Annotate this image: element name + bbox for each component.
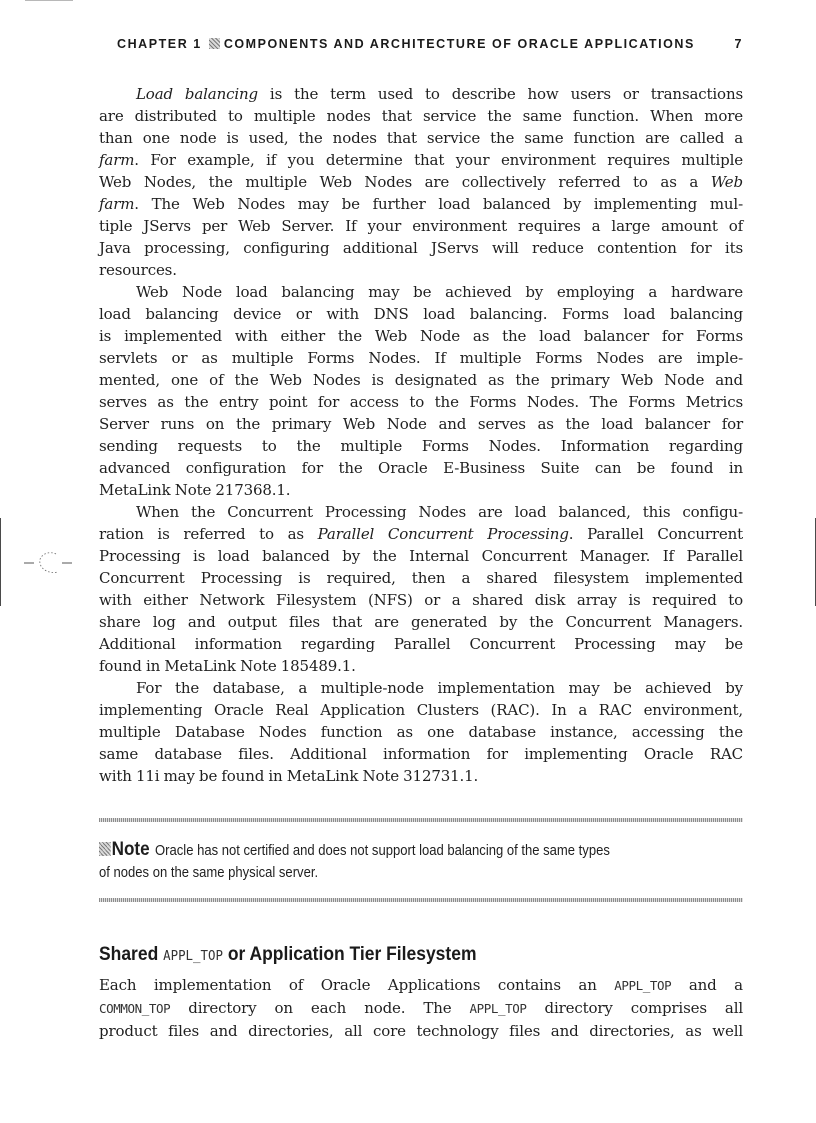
running-head (117, 37, 743, 53)
text-line: with 11i may be found in MetaLink Note 312731.1. (99, 767, 479, 785)
note-text (99, 839, 743, 884)
top-corner-rule (25, 0, 73, 1)
text-line: COMMON_TOP directory on each node. The APPL_TOP directory comprises all (99, 999, 743, 1017)
text-line: Concurrent Processing is required, then a shared filesystem implemented (99, 569, 743, 587)
term-load-balancing: Load balancing (136, 85, 258, 103)
text-line: is implemented with either the Web Node as the load balancer for Forms (99, 327, 743, 345)
body-text (99, 83, 743, 787)
code-appl-top: APPL_TOP (614, 978, 672, 993)
text-line: implementing Oracle Real Application Clusters (RAC). In a RAC environment, (99, 701, 743, 719)
text-line: Web Nodes, the multiple Web Nodes are collectively referred to as a Web (99, 173, 743, 191)
term-farm: farm (99, 151, 135, 169)
text-line: advanced configuration for the Oracle E-Business Suite can be found in (99, 459, 743, 477)
note-top-rule (99, 818, 743, 822)
paragraph (99, 501, 743, 677)
note-label: Note (111, 839, 150, 860)
section-heading: Shared APPL_TOP or Application Tier Filesystem (99, 944, 477, 965)
text-line: with either Network Filesystem (NFS) or a shared disk array is required to (99, 591, 743, 609)
term-web-farm: Web (710, 173, 743, 191)
note-box (99, 818, 743, 902)
note-line-1: Oracle has not certified and does not support load balancing of the same types (155, 843, 610, 859)
text-line: than one node is used, the nodes that service the same function are called a (99, 129, 743, 147)
note-bottom-rule (99, 898, 743, 902)
text-line: product files and directories, all core technology files and directories, as well (99, 1022, 743, 1040)
text-line: are distributed to multiple nodes that service the same function. When more (99, 107, 743, 125)
paragraph (99, 83, 743, 281)
note-icon (99, 842, 111, 856)
text-line: Java processing, configuring additional JServs will reduce contention for its (99, 239, 743, 257)
paragraph (99, 281, 743, 501)
text-line: For the database, a multiple-node implementation may be achieved by (136, 679, 743, 697)
text-line: farm. For example, if you determine that your environment requires multiple (99, 151, 743, 169)
chapter-title: COMPONENTS AND ARCHITECTURE OF ORACLE APPLICATIONS (223, 37, 695, 51)
page-number: 7 (734, 37, 743, 51)
left-margin-rule (0, 518, 1, 606)
text-line: mented, one of the Web Nodes is designated as the primary Web Node and (99, 371, 743, 389)
paragraph (99, 677, 743, 787)
text-line: servlets or as multiple Forms Nodes. If multiple Forms Nodes are imple- (99, 349, 743, 367)
running-head-title (117, 37, 695, 51)
code-appl-top: APPL_TOP (469, 1001, 527, 1016)
text-line: Processing is load balanced by the Internal Concurrent Manager. If Parallel (99, 547, 743, 565)
text-line: Each implementation of Oracle Applications contains an APPL_TOP and a (99, 976, 743, 994)
text-line: When the Concurrent Processing Nodes are load balanced, this configu- (136, 503, 743, 521)
chapter-label: CHAPTER 1 (117, 37, 202, 51)
text-line: MetaLink Note 217368.1. (99, 481, 291, 499)
text-line: same database files. Additional information for implementing Oracle RAC (99, 745, 743, 763)
text-line: tiple JServs per Web Server. If your environment requires a large amount of (99, 217, 743, 235)
text-line: ration is referred to as Parallel Concurrent Processing. Parallel Concurrent (99, 525, 743, 543)
term-parallel-concurrent-processing: Parallel Concurrent Processing (317, 525, 569, 543)
text-line: multiple Database Nodes function as one database instance, accessing the (99, 723, 743, 741)
separator-icon (209, 38, 220, 49)
text-line: resources. (99, 261, 177, 279)
text-line: Web Node load balancing may be achieved by employing a hardware (136, 283, 743, 301)
text-line: farm. The Web Nodes may be further load balanced by implementing mul- (99, 195, 743, 213)
text-line: sending requests to the multiple Forms Nodes. Information regarding (99, 437, 743, 455)
text-line: share log and output files that are generated by the Concurrent Managers. (99, 613, 743, 631)
heading-code: APPL_TOP (163, 948, 223, 964)
text-line: Load balancing is the term used to describe how users or transactions (136, 85, 744, 103)
term-farm: farm (99, 195, 135, 213)
note-line-2: of nodes on the same physical server. (99, 865, 319, 881)
code-common-top: COMMON_TOP (99, 1001, 171, 1016)
text-line: Additional information regarding Parallel Concurrent Processing may be (99, 635, 743, 653)
text-line: found in MetaLink Note 185489.1. (99, 657, 356, 675)
section-body-text (99, 974, 743, 1042)
text-line: serves as the entry point for access to the Forms Nodes. The Forms Metrics (99, 393, 743, 411)
registration-mark-icon (22, 548, 80, 578)
text-line: load balancing device or with DNS load balancing. Forms load balancing (99, 305, 743, 323)
text-line: Server runs on the primary Web Node and serves as the load balancer for (99, 415, 743, 433)
